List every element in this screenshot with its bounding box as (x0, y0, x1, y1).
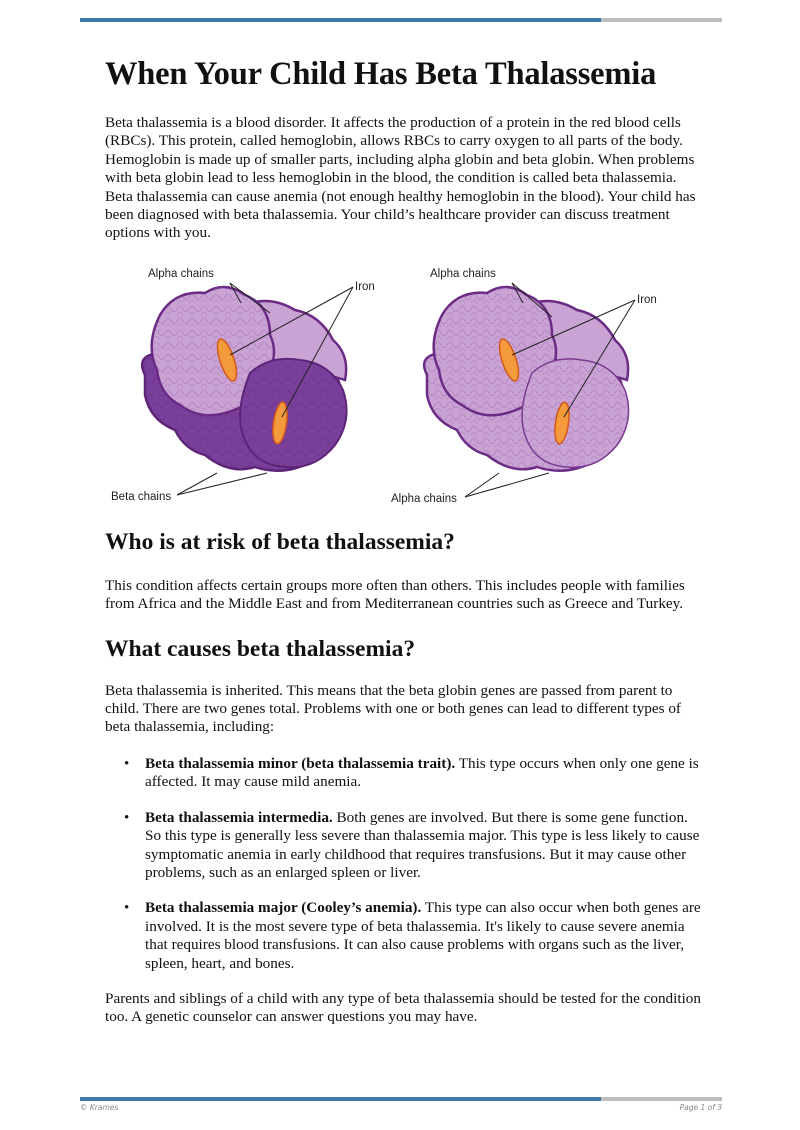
causes-paragraph: Beta thalassemia is inherited. This means that the beta globin genes are passed from parent to child. There are two genes total. Problems with one or both genes can lead to different types of beta thalassemia, including: (105, 681, 681, 736)
list-item-text: This type can also occur when both genes are involved. It is the most severe type of beta thalassemia. It's likely to cause severe anemia that requires blood transfusions. It can also cause problems with organs such as the liver, spleen, heart, and bones. (145, 899, 701, 972)
footer-progress-bar (80, 1097, 722, 1101)
list-item (145, 899, 705, 973)
thalassemia-types-list (105, 755, 705, 973)
list-item (145, 755, 705, 792)
list-item (145, 809, 705, 883)
footer-page-number: Page 1 of 3 (679, 1103, 722, 1112)
section-heading-causes: What causes beta thalassemia? (105, 635, 416, 662)
list-item-term: Beta thalassemia intermedia. (145, 808, 333, 826)
closing-paragraph: Parents and siblings of a child with any type of beta thalassemia should be tested for the condition too. A genetic counselor can answer questions you may have. (105, 989, 701, 1026)
right-hemoglobin (391, 268, 657, 505)
section-heading-risk: Who is at risk of beta thalassemia? (105, 528, 455, 555)
right-label-iron: Iron (637, 293, 657, 306)
left-label-alpha-chains: Alpha chains (148, 267, 214, 280)
list-item-term: Beta thalassemia major (Cooley’s anemia). (145, 899, 422, 917)
right-label-alpha-chains-top: Alpha chains (430, 267, 496, 280)
page-title: When Your Child Has Beta Thalassemia (105, 56, 657, 92)
list-item-text: Both genes are involved. But there is some gene function. So this type is generally less severe than thalassemia major. This type is less likely to cause symptomatic anemia in early childhood that requires transfusions. But it may cause other problems, such as an enlarged spleen or liver. (145, 808, 700, 881)
left-hemoglobin (111, 268, 375, 503)
footer-copyright: © Krames (80, 1103, 119, 1112)
list-item-text: This type occurs when only one gene is affected. It may cause mild anemia. (145, 754, 699, 791)
header-progress-bar (80, 18, 722, 22)
left-label-beta-chains: Beta chains (111, 490, 172, 503)
header-bar-accent (80, 18, 601, 22)
header-bar-track (601, 18, 722, 22)
left-label-iron: Iron (355, 280, 375, 293)
risk-paragraph: This condition affects certain groups more often than others. This includes people with families from Africa and the Middle East and from Mediterranean countries such as Greece and Turkey. (105, 576, 685, 613)
intro-paragraph: Beta thalassemia is a blood disorder. It affects the production of a protein in the red blood cells (RBCs). This protein, called hemoglobin, allows RBCs to carry oxygen to all parts of the body. Hemoglobin is made up of smaller parts, including alpha globin and beta globin. When problems with beta globin lead to less hemoglobin in the blood, the condition is called beta thalassemia. Beta thalassemia can cause anemia (not enough healthy hemoglobin in the blood). Your child has been diagnosed with beta thalassemia. Your child’s healthcare provider can discuss treatment options with you. (105, 114, 696, 242)
list-item-term: Beta thalassemia minor (beta thalassemia trait). (145, 754, 456, 772)
right-label-alpha-chains-bottom: Alpha chains (391, 492, 457, 505)
hemoglobin-illustration (105, 255, 705, 505)
footer-bar-track (601, 1097, 722, 1101)
document-body (105, 52, 705, 1027)
hemoglobin-figure (105, 255, 705, 505)
footer-bar-accent (80, 1097, 601, 1101)
